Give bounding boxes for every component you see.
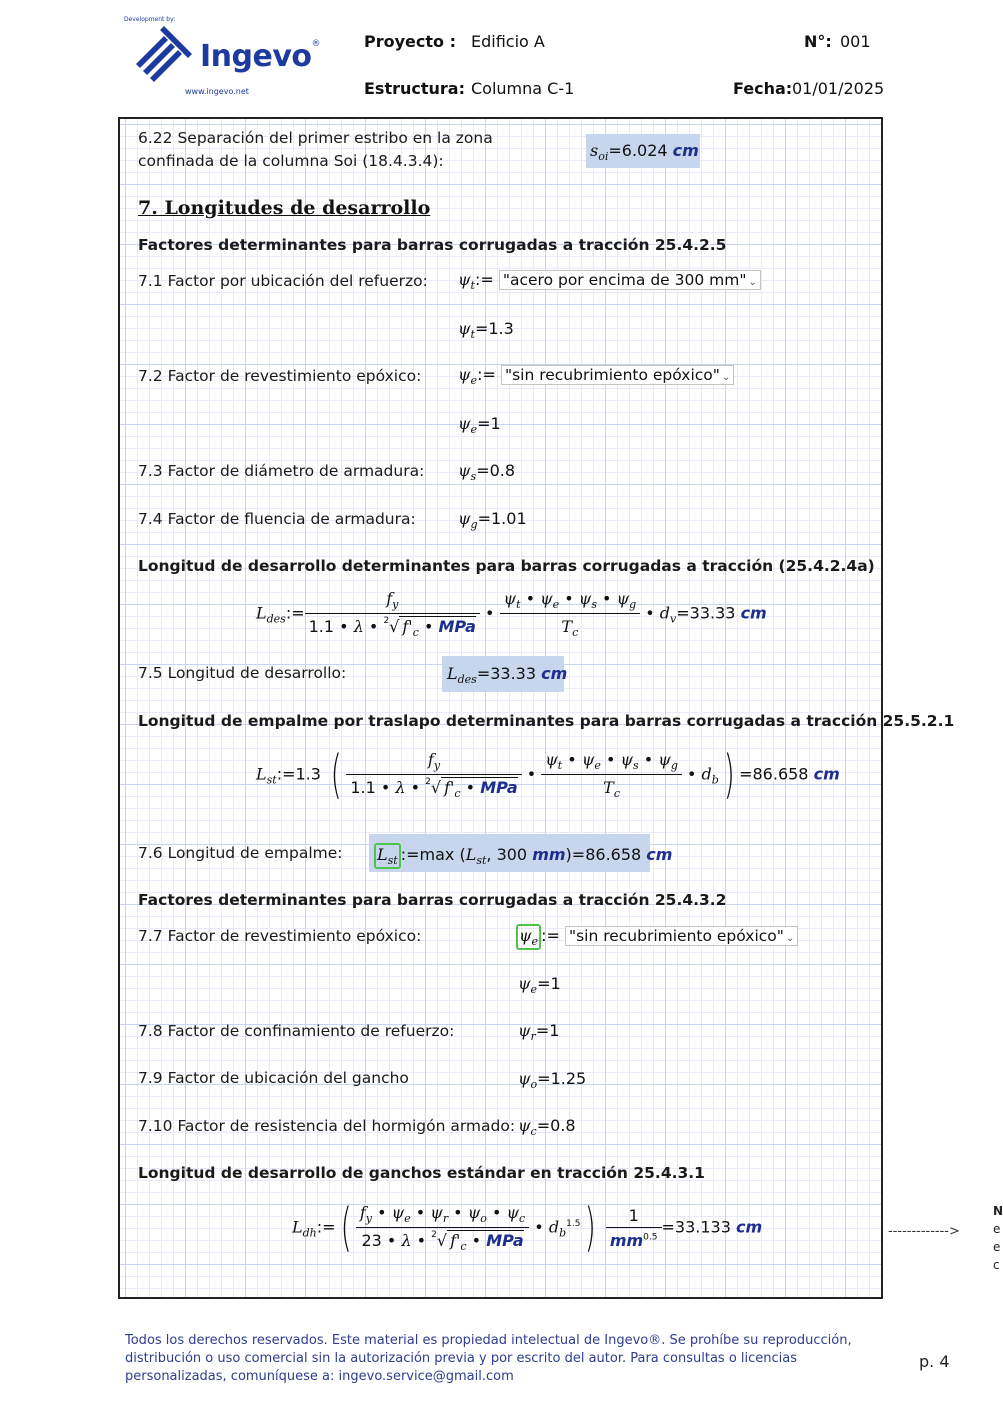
- f710-label: 7.10 Factor de resistencia del hormigón armado:: [138, 1117, 516, 1135]
- section-7-title: 7. Longitudes de desarrollo: [138, 197, 431, 219]
- structure-label: Estructura:: [364, 79, 465, 98]
- psi-s-result[interactable]: $\psi_s=0.8$: [458, 461, 516, 483]
- website-label: www.ingevo.net: [185, 87, 249, 96]
- ldes-formula: $L_{des}:=$ $\frac{f_y}{1.1 • \lambda • ^2√ f'_c • MPa}$ • $\frac{\psi_t • \psi_e • \psi_s • \psi_g}{T_c}$ • $d_v=33.33$ cm: [256, 589, 767, 639]
- psi-e-dropdown[interactable]: "sin recubrimiento epóxico" ⌄: [501, 365, 734, 385]
- cutoff-letter: e: [993, 1240, 1001, 1254]
- psi-c-result[interactable]: $\psi_c=0.8$: [518, 1116, 576, 1138]
- project-label: Proyecto :: [364, 32, 456, 51]
- psi-t-dropdown[interactable]: "acero por encima de 300 mm" ⌄: [499, 270, 761, 290]
- f71-label: 7.1 Factor por ubicación del refuerzo:: [138, 272, 428, 290]
- ingevo-stripes-icon: [134, 26, 194, 84]
- ldes-result[interactable]: $L_{des}=33.33$ cm: [447, 664, 568, 686]
- f72-label: 7.2 Factor de revestimiento epóxico:: [138, 367, 422, 385]
- f79-label: 7.9 Factor de ubicación del gancho: [138, 1069, 409, 1087]
- psi-t-definition: $\psi_t:=$ "acero por encima de 300 mm" ⌄: [458, 270, 761, 292]
- psi-g-result[interactable]: $\psi_g=1.01$: [458, 509, 527, 531]
- f73-label: 7.3 Factor de diámetro de armadura:: [138, 462, 425, 480]
- sec622-line2: confinada de la columna Soi (18.4.3.4):: [138, 152, 444, 170]
- hook-factors-heading: Factores determinantes para barras corrugadas a tracción 25.4.3.2: [138, 891, 727, 909]
- f77-label: 7.7 Factor de revestimiento epóxico:: [138, 927, 422, 945]
- number-label: N°:: [804, 32, 832, 51]
- lst-formula: $L_{st}:=1.3$ ( $\frac{f_y}{1.1 • \lambda • ^2√ f'_c • MPa}$ • $\frac{\psi_t • \psi_e • \psi_s • \psi_g}{T_c}$ • $d_b) =86.658$ cm: [256, 745, 840, 805]
- psi-e-hook-definition: $\psi_e$ := "sin recubrimiento epóxico" ⌄: [516, 924, 798, 950]
- lst-max-result[interactable]: $L_{st}$ :=max ($L_{st}$, 300 mm)=86.658 cm: [374, 843, 672, 869]
- structure-value: Columna C-1: [471, 79, 575, 98]
- side-arrow: ------------->: [888, 1224, 960, 1239]
- f75-label: 7.5 Longitud de desarrollo:: [138, 664, 347, 682]
- ldes-heading: Longitud de desarrollo determinantes para barras corrugadas a tracción (25.4.2.4a): [138, 557, 875, 575]
- worksheet-panel: [118, 117, 955, 1299]
- psi-e-result: $\psi_e=1$: [458, 414, 501, 436]
- lst-heading: Longitud de empalme por traslapo determinantes para barras corrugadas a tracción 25.5.2.1: [138, 712, 955, 730]
- cutoff-letter: N: [993, 1204, 1003, 1218]
- psi-e-definition: $\psi_e:=$ "sin recubrimiento epóxico" ⌄: [458, 365, 734, 387]
- ldh-formula: $L_{dh}:=$( $\frac{f_y • \psi_e • \psi_r • \psi_o • \psi_c}{23 • \lambda • ^2√ f'_c • MPa}$ • $d_b^{1.5}$) $\frac{1}{mm^{0.5}}$ =33.133 cm: [292, 1198, 763, 1258]
- cutoff-letter: e: [993, 1222, 1001, 1236]
- f76-label: 7.6 Longitud de empalme:: [138, 844, 343, 862]
- ingevo-logo: [124, 16, 321, 102]
- date-value: 01/01/2025: [792, 79, 885, 98]
- chevron-down-icon: ⌄: [748, 277, 757, 288]
- number-value: 001: [840, 32, 871, 51]
- cutoff-letter: c: [993, 1258, 1000, 1272]
- f74-label: 7.4 Factor de fluencia de armadura:: [138, 510, 416, 528]
- developed-by-label: Development by:: [124, 16, 176, 23]
- factors-tension-heading: Factores determinantes para barras corrugadas a tracción 25.4.2.5: [138, 236, 727, 254]
- psi-t-result: $\psi_t=1.3$: [458, 319, 514, 341]
- footer-copyright: Todos los derechos reservados. Este material es propiedad intelectual de Ingevo®. Se prohíbe su reproducción, distribución o uso comercial sin la autorización previa y por escrito del autor. Para consultas o licencias personalizadas, comuníquese a: ingevo.service@gmail.com: [125, 1333, 852, 1384]
- psi-e-hook-dropdown[interactable]: "sin recubrimiento epóxico" ⌄: [565, 926, 798, 946]
- sec622-line1: 6.22 Separación del primer estribo en la zona: [138, 129, 493, 147]
- psi-o-result[interactable]: $\psi_o=1.25$: [518, 1069, 587, 1091]
- project-value: Edificio A: [471, 32, 545, 51]
- date-label: Fecha:: [733, 79, 793, 98]
- soi-result[interactable]: $s_{oi}=6.024$ cm: [590, 141, 699, 163]
- brand-name: Ingevo®: [200, 39, 321, 74]
- chevron-down-icon: ⌄: [785, 933, 795, 944]
- page-number: p. 4: [919, 1352, 950, 1371]
- psi-r-result[interactable]: $\psi_r=1$: [518, 1021, 560, 1043]
- chevron-down-icon: ⌄: [721, 372, 731, 383]
- ldh-heading: Longitud de desarrollo de ganchos estándar en tracción 25.4.3.1: [138, 1164, 705, 1182]
- psi-e-hook-result: $\psi_e=1$: [518, 974, 561, 996]
- f78-label: 7.8 Factor de confinamiento de refuerzo:: [138, 1022, 455, 1040]
